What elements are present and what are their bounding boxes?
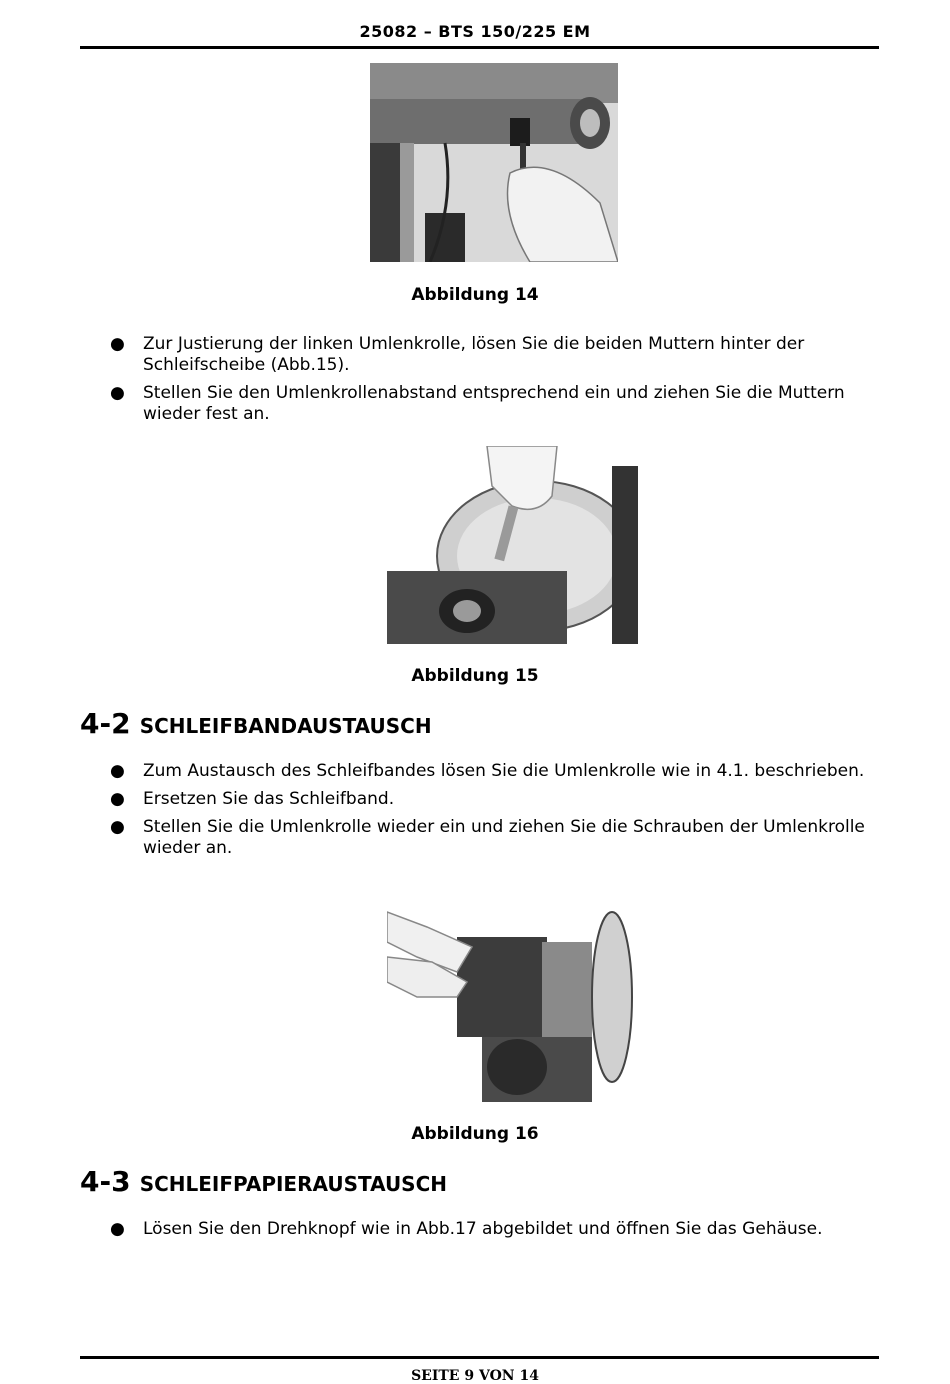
figure-15-caption: Abbildung 15 [411, 666, 539, 686]
instruction-list-1 [110, 334, 880, 432]
list-item: ● Zur Justierung der linken Umlenkrolle, lösen Sie die beiden Muttern hinter der Schleifscheibe (Abb.15). [110, 334, 805, 375]
figure-16-caption: Abbildung 16 [411, 1124, 539, 1144]
section-heading-4-2 [80, 707, 432, 740]
list-item: ● Lösen Sie den Drehknopf wie in Abb.17 abgebildet und öffnen Sie das Gehäuse. [110, 1219, 823, 1239]
list-item: ● Stellen Sie die Umlenkrolle wieder ein und ziehen Sie die Schrauben der Umlenkrolle wieder an. [110, 817, 865, 858]
pulley-adjustment-illustration [387, 446, 638, 644]
bullet-icon: ● [110, 334, 125, 354]
instruction-list-3 [110, 1219, 880, 1247]
document-header: 25082 – BTS 150/225 EM [359, 22, 591, 41]
section-number: 4-3 [80, 1165, 131, 1198]
section-title: SCHLEIFBANDAUSTAUSCH [139, 714, 432, 738]
section-number: 4-2 [80, 707, 131, 740]
list-item: ● Stellen Sie den Umlenkrollenabstand entsprechend ein und ziehen Sie die Muttern wieder fest an. [110, 383, 845, 424]
list-item: ● Ersetzen Sie das Schleifband. [110, 789, 395, 809]
belt-replacement-illustration [387, 902, 636, 1102]
section-heading-4-3 [80, 1165, 447, 1198]
bullet-icon: ● [110, 789, 125, 809]
belt-adjustment-illustration [370, 63, 618, 262]
footer-rule [80, 1356, 879, 1359]
figure-14-photo [370, 63, 618, 262]
bullet-icon: ● [110, 1219, 125, 1239]
list-item: ● Zum Austausch des Schleifbandes lösen Sie die Umlenkrolle wie in 4.1. beschrieben. [110, 761, 865, 781]
instruction-list-2 [110, 761, 880, 866]
header-rule [80, 46, 879, 49]
bullet-icon: ● [110, 383, 125, 403]
figure-15-photo [387, 446, 638, 644]
bullet-icon: ● [110, 817, 125, 837]
section-title: SCHLEIFPAPIERAUSTAUSCH [139, 1172, 448, 1196]
figure-14-caption: Abbildung 14 [411, 285, 539, 305]
bullet-icon: ● [110, 761, 125, 781]
figure-16-photo [387, 902, 636, 1102]
page-number: SEITE 9 VON 14 [411, 1368, 539, 1384]
